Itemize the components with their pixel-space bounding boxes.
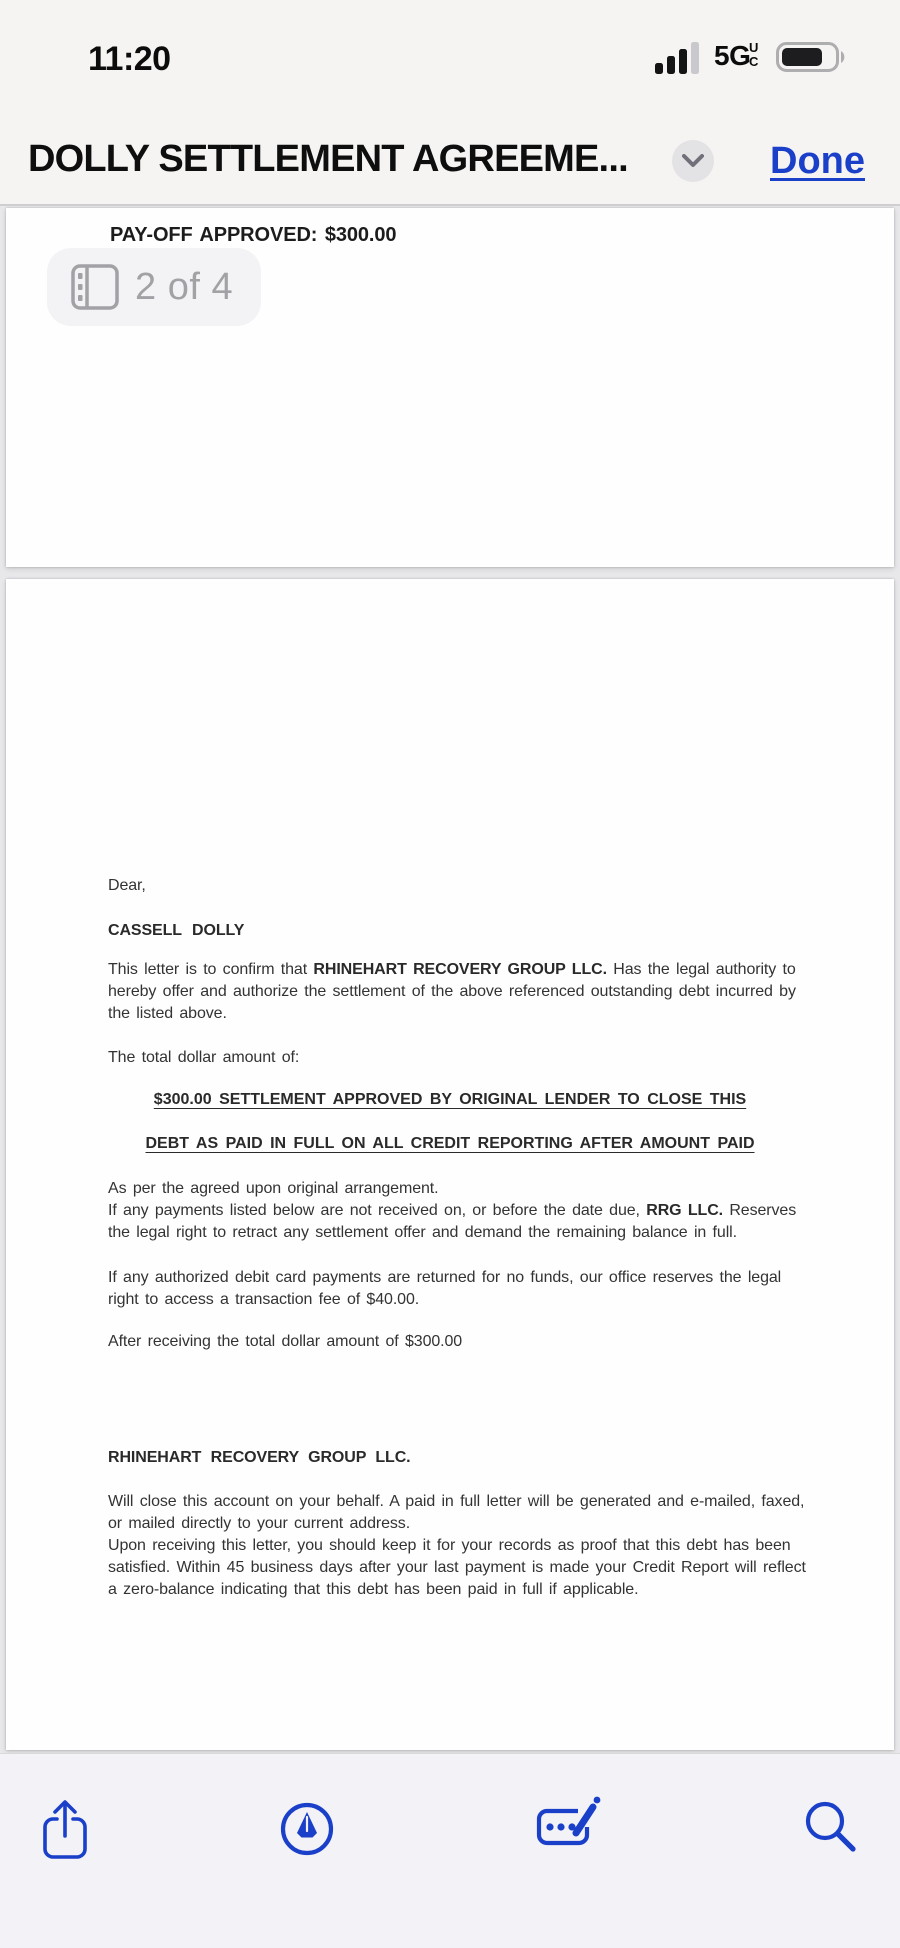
payoff-approved-line: PAY-OFF APPROVED: $300.00: [110, 224, 397, 246]
page-indicator[interactable]: [47, 248, 261, 326]
signature-button[interactable]: [524, 1780, 614, 1870]
letter-paragraph-5: After receiving the total dollar amount of $300.00: [108, 1333, 463, 1350]
letter-paragraph-1: This letter is to confirm that RHINEHART RECOVERY GROUP LLC. Has the legal authority to hereby offer and authorize the settlement of the above referenced outstanding debt incurred by the listed above.: [108, 961, 796, 1022]
settlement-headline-2: DEBT AS PAID IN FULL ON ALL CREDIT REPORTING AFTER AMOUNT PAID: [145, 1135, 755, 1152]
done-button[interactable]: Done: [770, 140, 865, 182]
rrg-llc-inline: RRG LLC.: [646, 1202, 723, 1219]
share-button[interactable]: [20, 1784, 110, 1874]
network-sub-label: U C: [749, 40, 759, 69]
document-scroll-area[interactable]: [0, 208, 900, 1753]
letter-company-signoff: RHINEHART RECOVERY GROUP LLC.: [108, 1449, 411, 1466]
letter-recipient: CASSELL DOLLY: [108, 922, 245, 939]
markup-toolbar: [0, 1753, 900, 1948]
markup-icon: [279, 1801, 335, 1857]
letter-paragraph-6: Will close this account on your behalf. A paid in full letter will be generated and e-mailed, faxed, or mailed directly to your current address. Upon receiving this letter, you should keep it for your records as proof that this debt has been satisfied. Within 45 business days after your last payment is made your Credit Report will reflect a zero-balance indicating that this debt has been paid in full if applicable.: [108, 1493, 806, 1598]
collapse-title-button[interactable]: [672, 140, 714, 182]
network-type-label: 5G: [714, 40, 751, 71]
document-title: DOLLY SETTLEMENT AGREEME...: [28, 138, 628, 180]
pdf-page-1: [6, 208, 894, 567]
letter-paragraph-4: If any authorized debit card payments are returned for no funds, our office reserves the legal right to access a transaction fee of $40.00.: [108, 1269, 782, 1308]
battery-icon: [776, 42, 848, 72]
share-icon: [40, 1798, 90, 1860]
chevron-down-icon: [682, 154, 704, 168]
status-time: 11:20: [88, 40, 171, 78]
top-chrome: [0, 0, 900, 206]
page-thumbnails-icon: [71, 264, 119, 310]
letter-paragraph-2: The total dollar amount of:: [108, 1049, 300, 1066]
markup-button[interactable]: [262, 1784, 352, 1874]
settlement-headline-1: $300.00 SETTLEMENT APPROVED BY ORIGINAL LENDER TO CLOSE THIS: [153, 1091, 747, 1108]
company-name-inline: RHINEHART RECOVERY GROUP LLC.: [313, 961, 607, 978]
page-indicator-label: 2 of 4: [135, 265, 234, 308]
search-icon: [802, 1798, 860, 1856]
pdf-page-2: [6, 579, 894, 1750]
letter-paragraph-3: As per the agreed upon original arrangement. If any payments listed below are not received on, or before the date due, RRG LLC. Reserves the legal right to retract any settlement offer and demand the remaining balance in full.: [108, 1180, 797, 1241]
signal-strength-icon: [655, 42, 707, 74]
signature-icon: [534, 1794, 604, 1856]
letter-salutation: Dear,: [108, 877, 146, 894]
search-button[interactable]: [786, 1782, 876, 1872]
